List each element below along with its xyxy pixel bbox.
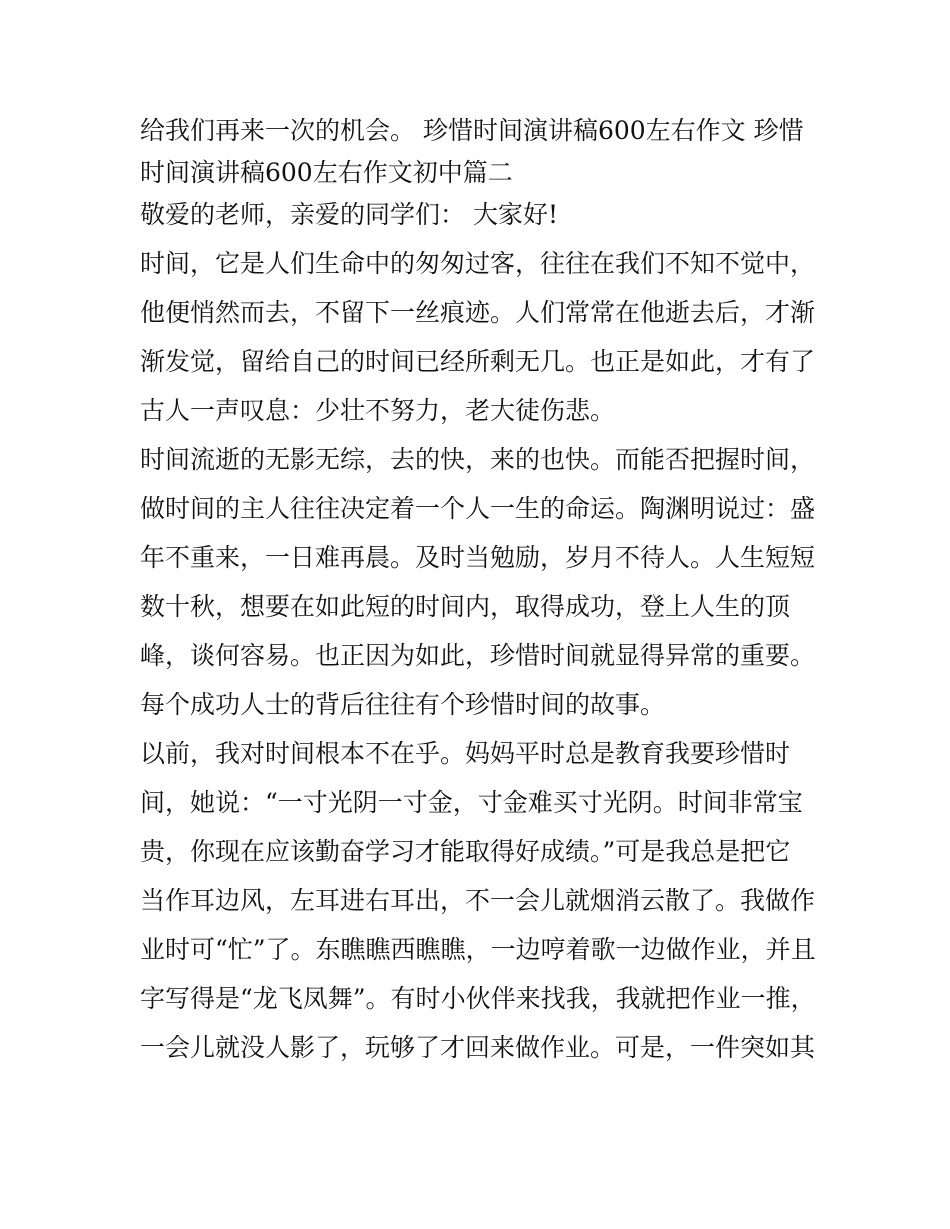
text-line: 敬爱的老师，亲爱的同学们： 大家好!: [140, 200, 558, 229]
text-line: 渐发觉，留给自己的时间已经所剩无几。也正是如此，才有了: [140, 347, 816, 376]
document-body: [140, 106, 820, 1072]
text-line: 数十秋，想要在如此短的时间内，取得成功，登上人生的顶: [140, 592, 791, 621]
text-line: 贵，你现在应该勤奋学习才能取得好成绩。”可是我总是把它: [140, 837, 791, 866]
text-line: 古人一声叹息：少壮不努力，老大徒伤悲。: [140, 396, 616, 425]
text-line: 每个成功人士的背后往往有个珍惜时间的故事。: [140, 690, 666, 719]
text-line: 一会儿就没人影了，玩够了才回来做作业。可是，一件突如其: [140, 1033, 816, 1062]
text-line: 做时间的主人往往决定着一个人一生的命运。陶渊明说过：盛: [140, 494, 816, 523]
text-line: 时间演讲稿600左右作文初中篇二: [140, 158, 513, 187]
text-line: 时间，它是人们生命中的匆匆过客，往往在我们不知不觉中，: [140, 249, 816, 278]
text-line: 字写得是“龙飞凤舞”。有时小伙伴来找我，我就把作业一推，: [140, 984, 816, 1013]
text-line: 当作耳边风，左耳进右耳出，不一会儿就烟消云散了。我做作: [140, 886, 816, 915]
text-line: 业时可“忙”了。东瞧瞧西瞧瞧，一边哼着歌一边做作业，并且: [140, 935, 816, 964]
text-line: 峰，谈何容易。也正因为如此，珍惜时间就显得异常的重要。: [140, 641, 816, 670]
text-line: 给我们再来一次的机会。 珍惜时间演讲稿600左右作文 珍惜: [140, 116, 804, 145]
text-line: 他便悄然而去，不留下一丝痕迹。人们常常在他逝去后，才渐: [140, 298, 816, 327]
text-line: 年不重来，一日难再晨。及时当勉励，岁月不待人。人生短短: [140, 543, 816, 572]
text-line: 时间流逝的无影无综，去的快，来的也快。而能否把握时间，: [140, 445, 816, 474]
text-line: 间，她说：“一寸光阴一寸金，寸金难买寸光阴。时间非常宝: [140, 788, 803, 817]
text-line: 以前，我对时间根本不在乎。妈妈平时总是教育我要珍惜时: [140, 739, 791, 768]
